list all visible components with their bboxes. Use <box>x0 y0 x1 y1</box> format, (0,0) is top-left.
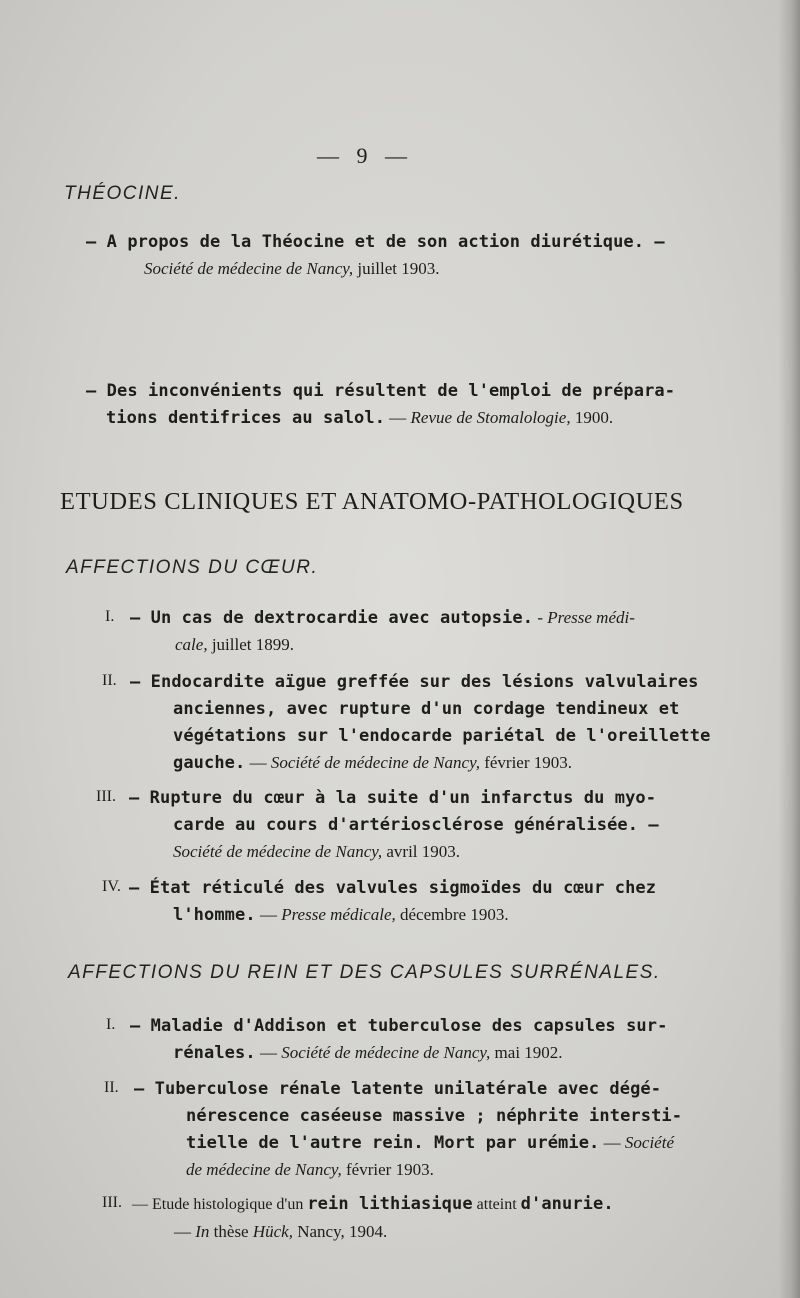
entry-title: d'anurie. <box>520 1194 614 1214</box>
entry-title-plain: — Etude histologique d'un <box>132 1196 308 1213</box>
entry-source: de médecine de Nancy, <box>186 1160 342 1179</box>
entry-source: - Presse médi- <box>533 608 635 627</box>
entry-title: rein lithiasique <box>307 1194 473 1214</box>
entry-title: — Endocardite aïgue greffée sur des lésions valvulaires <box>130 672 699 692</box>
entry-number: I. <box>105 608 115 625</box>
bibliography-entry <box>100 668 711 776</box>
entry-dash: — <box>174 1222 196 1241</box>
entry-source: Presse médicale, <box>281 905 396 924</box>
section-title-rein: AFFECTIONS DU REIN ET DES CAPSULES SURRÉNALES. <box>68 962 661 983</box>
entry-title: — Rupture du cœur à la suite d'un infarctus du myo- <box>129 788 657 808</box>
entry-title: tielle de l'autre rein. Mort par urémie. <box>186 1133 600 1153</box>
main-heading: ETUDES CLINIQUES ET ANATOMO-PATHOLOGIQUES <box>60 488 684 515</box>
entry-number: III. <box>96 788 116 805</box>
bibliography-entry <box>102 874 682 928</box>
entry-number: II. <box>102 672 117 689</box>
entry-title: gauche. <box>173 753 246 773</box>
bibliography-entry <box>96 784 680 865</box>
entry-title: rénales. <box>173 1043 256 1063</box>
entry-number: III. <box>102 1194 122 1211</box>
bibliography-entry <box>104 1075 682 1183</box>
entry-date: juillet 1899. <box>207 635 294 654</box>
entry-date: avril 1903. <box>382 842 461 861</box>
page-number: — 9 — <box>317 143 413 168</box>
entry-date: mai 1902. <box>490 1043 563 1062</box>
entry-dash: — <box>599 1133 625 1152</box>
entry-date: février 1903. <box>341 1160 434 1179</box>
entry-source: Société de médecine de Nancy, <box>281 1043 491 1062</box>
entry-source: Société de médecine de Nancy, <box>270 753 480 772</box>
page-edge-shadow <box>778 0 800 1298</box>
entry-source-plain: thèse <box>209 1222 253 1241</box>
bibliography-entry <box>102 1190 682 1245</box>
entry-title: nérescence caséeuse massive ; néphrite intersti- <box>186 1106 683 1126</box>
entry-title: anciennes, avec rupture d'un cordage tendineux et <box>173 699 680 719</box>
entry-dash: — <box>385 408 411 427</box>
section-title-coeur: AFFECTIONS DU CŒUR. <box>66 557 319 578</box>
entry-title: — Maladie d'Addison et tuberculose des capsules sur- <box>130 1016 668 1036</box>
entry-title: végétations sur l'endocarde pariétal de l'oreillette <box>173 726 711 746</box>
entry-source: In <box>195 1222 210 1241</box>
entry-source: cale, <box>175 635 208 654</box>
entry-number: II. <box>104 1079 119 1096</box>
bibliography-entry <box>86 228 686 282</box>
entry-date: Nancy, 1904. <box>292 1222 388 1241</box>
entry-title: carde au cours d'artériosclérose généralisée. — <box>173 815 659 835</box>
entry-source: Société <box>624 1133 674 1152</box>
entry-title: — État réticulé des valvules sigmoïdes du cœur chez <box>129 878 657 898</box>
entry-date: juillet 1903. <box>353 259 440 278</box>
bibliography-entry <box>100 604 680 658</box>
entry-dash: — <box>255 1043 282 1062</box>
section-title-theocine: THÉOCINE. <box>64 183 181 204</box>
bibliography-entry <box>106 1012 682 1066</box>
entry-source: Société de médecine de Nancy, <box>144 259 354 278</box>
entry-date: février 1903. <box>479 753 573 772</box>
entry-date: 1900. <box>570 408 614 427</box>
entry-title-plain: atteint <box>472 1196 521 1213</box>
entry-title: — Tuberculose rénale latente unilatérale avec dégé- <box>134 1079 662 1099</box>
entry-dash: — <box>245 753 271 772</box>
entry-title: l'homme. <box>173 905 256 925</box>
bibliography-entry <box>86 377 686 431</box>
entry-dash: — <box>255 905 282 924</box>
entry-source: Société de médecine de Nancy, <box>173 842 383 861</box>
entry-title: — Des inconvénients qui résultent de l'emploi de prépara- <box>86 381 676 401</box>
entry-number: IV. <box>102 878 121 895</box>
entry-title: — Un cas de dextrocardie avec autopsie. <box>130 608 534 628</box>
entry-author: Hück, <box>252 1222 293 1241</box>
entry-number: I. <box>106 1016 116 1033</box>
entry-title: tions dentifrices au salol. <box>106 408 386 428</box>
entry-source: Revue de Stomalologie, <box>410 408 571 427</box>
entry-date: décembre 1903. <box>395 905 509 924</box>
entry-title: — A propos de la Théocine et de son action diurétique. — <box>86 232 665 252</box>
